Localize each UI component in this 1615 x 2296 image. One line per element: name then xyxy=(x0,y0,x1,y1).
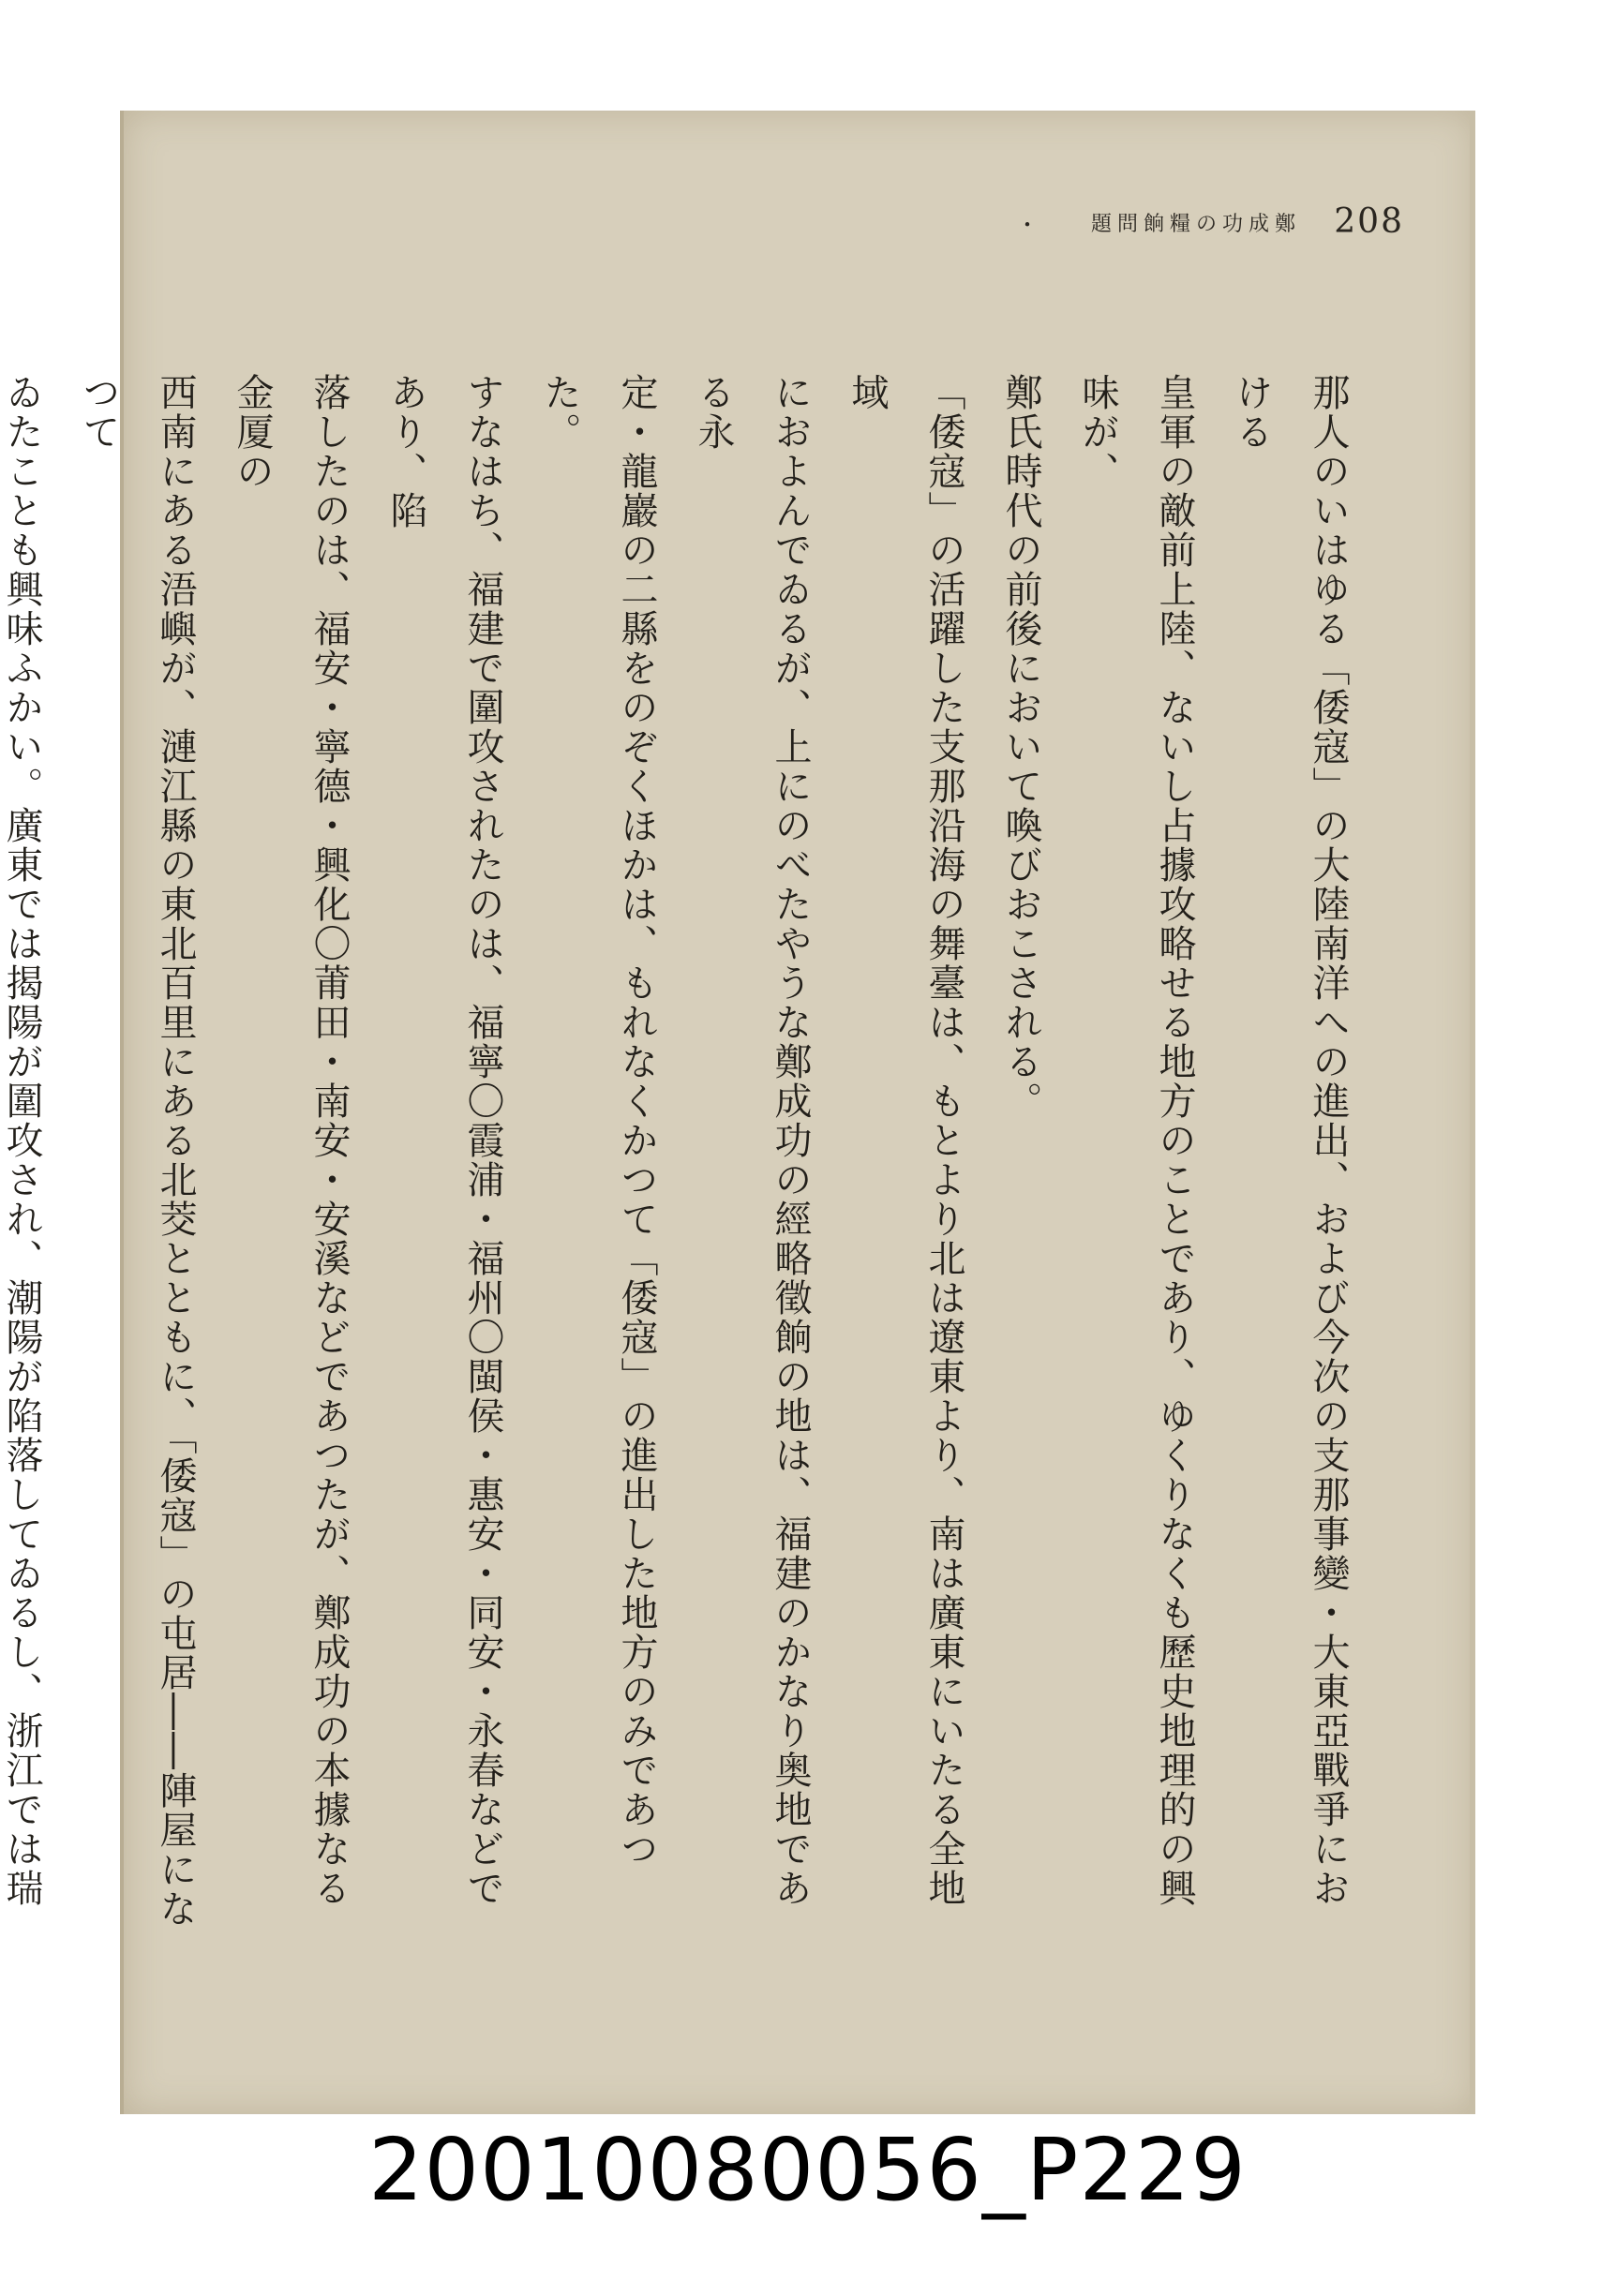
text-line: 定・龍巖の二縣をのぞくほかは、もれなくかつて「倭寇」の進出した地方のみであつた。 xyxy=(538,373,658,1869)
running-header xyxy=(832,202,1404,259)
text-line: 那人のいはゆる「倭寇」の大陸南洋への進出、および今次の支那事變・大東亞戰爭における xyxy=(1230,373,1350,1908)
header-mark: ・ xyxy=(1016,212,1039,238)
text-line: 落したのは、福安・寧德・興化〇莆田・南安・安溪などであつたが、鄭成功の本據なる金厦の xyxy=(231,373,351,1908)
page-number: 208 xyxy=(1334,202,1404,241)
archive-id: 20010080056_P229 xyxy=(368,2120,1247,2220)
running-title: 鄭成功の糧餉問題 xyxy=(1090,213,1301,236)
text-line: すなはち、福建で圍攻されたのは、福寧〇霞浦・福州〇閩侯・惠安・同安・永春などであり、陷 xyxy=(384,373,504,1908)
text-line: 西南にある浯嶼が、漣江縣の東北百里にある北茭とともに、「倭寇」の屯居――陣屋になつて xyxy=(77,373,197,1929)
text-line: 皇軍の敵前上陸、ないし占據攻略せる地方のことであり、ゆくりなくも歷史地理的の興味が、 xyxy=(1076,373,1196,1908)
text-line: ゐたことも興味ふかい。廣東では揭陽が圍攻され、潮陽が陷落してゐるし、浙江では瑞 xyxy=(0,373,43,1908)
text-line: におよんでゐるが、上にのべたやうな鄭成功の經略徵餉の地は、福建のかなり奥地である永 xyxy=(692,373,812,1908)
text-line: 「倭寇」の活躍した支那沿海の舞臺は、もとより北は遼東より、南は廣東にいたる全地域 xyxy=(845,373,965,1908)
text-line: 鄭氏時代の前後において喚びおこされる。 xyxy=(999,373,1042,1121)
body-text xyxy=(0,373,1367,1929)
